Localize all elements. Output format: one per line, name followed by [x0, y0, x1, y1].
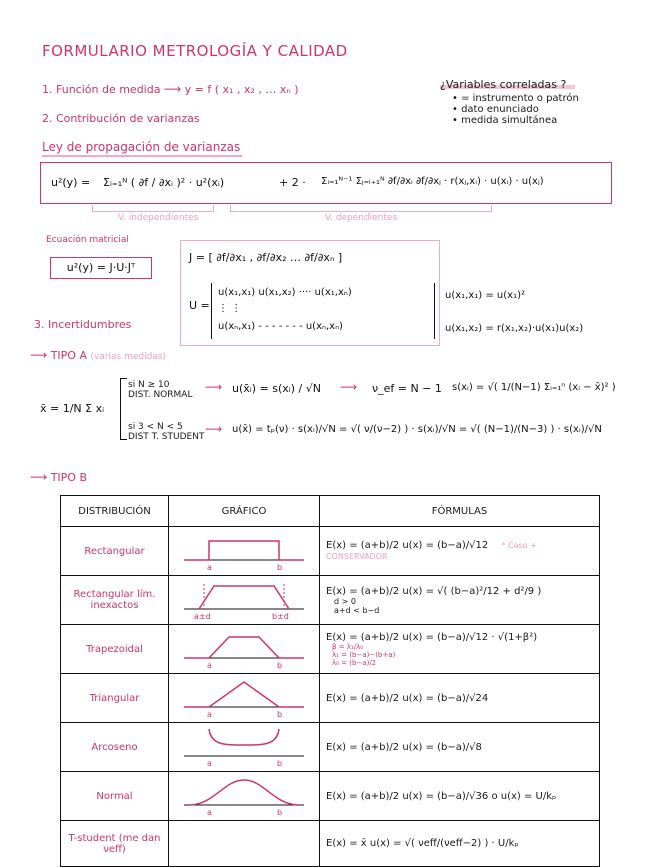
- formula-text: E(x) = (a+b)/2 u(x) = √( (b−a)²/12 + d²/9 ): [326, 585, 542, 597]
- underline: [42, 155, 242, 157]
- item-function: [42, 82, 299, 96]
- graph-label: b: [277, 759, 283, 768]
- arcsine-graph: [169, 723, 319, 768]
- distribution-graph: [169, 576, 320, 625]
- formula-sum-dependent: Σᵢ₌₁ᴺ⁻¹ Σⱼ₌ᵢ₊₁ᴺ ∂f/∂xᵢ ∂f/∂xⱼ · r(xⱼ,xᵢ) · u(xᵢ) · u(xⱼ): [321, 176, 544, 187]
- graph-label: b: [277, 661, 283, 670]
- graph-label: b±d: [272, 612, 289, 621]
- arrow-right-icon: ⟶: [340, 380, 358, 394]
- distribution-formula: [320, 772, 600, 821]
- table-row: [61, 772, 600, 821]
- tipo-a-label: TIPO A: [50, 349, 87, 362]
- case1-s: s(xᵢ) = √( 1/(N−1) Σᵢ₌₁ⁿ (xᵢ − x̄)² ): [452, 382, 616, 393]
- formula-text: E(x) = (a+b)/2 u(x) = (b−a)/√36 o u(x) = U/kₚ: [326, 790, 557, 802]
- table-row: [61, 674, 600, 723]
- u-matrix-brackets: [211, 283, 435, 339]
- formula-lhs: u²(y) =: [51, 176, 91, 189]
- table-row: [61, 723, 600, 772]
- normal-graph: [169, 772, 319, 817]
- table-header: GRÁFICO: [169, 496, 320, 527]
- case1-condition: si N ≥ 10: [128, 380, 170, 390]
- distribution-graph: [169, 821, 320, 867]
- graph-label: a: [207, 563, 212, 572]
- correlated-title: ¿Variables correladas ?: [440, 78, 567, 91]
- brace-dependent: [230, 205, 492, 212]
- item-contribution: [42, 112, 200, 125]
- arrow-right-icon: ⟶: [30, 470, 48, 484]
- formula-plus: + 2 ·: [279, 176, 306, 189]
- matrix-title: Ecuación matricial: [46, 235, 129, 245]
- table-header: DISTRIBUCIÓN: [61, 496, 169, 527]
- brace-independent: [92, 205, 214, 212]
- item-label: Contribución de varianzas: [56, 112, 200, 125]
- graph-label: b: [277, 710, 283, 719]
- brace-label-dependent: V. dependientes: [325, 213, 398, 223]
- u-matrix-row: u(x₁,x₁) u(x₁,x₂) ···· u(x₁,xₙ): [218, 287, 352, 298]
- distribution-graph: [169, 527, 320, 576]
- mean-formula: x̄ = 1/N Σ xᵢ: [40, 402, 105, 415]
- formula-sum-independent: Σᵢ₌₁ᴺ ( ∂f / ∂xᵢ )² · u²(xᵢ): [103, 176, 225, 189]
- formula-text: E(x) = (a+b)/2 u(x) = (b−a)/√8: [326, 741, 482, 753]
- table-row: [61, 625, 600, 674]
- brace-label-independent: V. independientes: [118, 213, 199, 223]
- table-header: FÓRMULAS: [320, 496, 600, 527]
- case2-condition: si 3 < N < 5: [128, 422, 183, 432]
- table-header-row: [61, 496, 600, 527]
- section-number: 3.: [34, 318, 45, 331]
- main-formula-box: [40, 162, 612, 204]
- arrow-right-icon: ⟶: [205, 422, 223, 436]
- tipo-b-label: TIPO B: [50, 471, 88, 484]
- tipo-b-header: [30, 470, 87, 484]
- case1-cond: [128, 380, 192, 400]
- formula-text: E(x) = (a+b)/2 u(x) = (b−a)/√24: [326, 692, 489, 704]
- u-matrix-row: ⋮ ⋮: [218, 303, 242, 314]
- graph-label: a: [207, 710, 212, 719]
- table-row: [61, 821, 600, 867]
- graph-label: a: [207, 661, 212, 670]
- distribution-name: Arcoseno: [61, 723, 169, 772]
- graph-label: a: [207, 759, 212, 768]
- triangular-graph: [169, 674, 319, 719]
- graph-label: a±d: [194, 612, 211, 621]
- u-side-note: u(x₁,x₁) = u(x₁)²: [445, 290, 525, 301]
- formula-text: E(x) = x̄ u(x) = √( νeff/(νeff−2) ) · U/kₚ: [326, 838, 519, 849]
- section-label: Incertidumbres: [48, 318, 132, 331]
- formula-note: β = λ₁/λ₀ λ₁ = (b−a)−(b+a) λ₀ = (b−a)/2: [332, 642, 396, 667]
- table-row: [61, 576, 600, 625]
- distribution-table: [60, 495, 600, 867]
- distribution-formula: [320, 821, 600, 867]
- case2-distribution: DIST T. STUDENT: [128, 432, 205, 442]
- jacobian: J = [ ∂f/∂x₁ , ∂f/∂x₂ … ∂f/∂xₙ ]: [189, 251, 343, 264]
- distribution-name: Triangular: [61, 674, 169, 723]
- case-brace: [120, 378, 127, 440]
- distribution-formula: [320, 674, 600, 723]
- item-number: 2.: [42, 112, 53, 125]
- distribution-formula: [320, 576, 600, 625]
- distribution-name: T-student (me dan νeff): [61, 821, 169, 867]
- distribution-graph: [169, 772, 320, 821]
- distribution-formula: [320, 625, 600, 674]
- page-title: FORMULARIO METROLOGÍA Y CALIDAD: [42, 42, 348, 60]
- distribution-name: Normal: [61, 772, 169, 821]
- case1-nu: ν_ef = N − 1: [372, 382, 442, 395]
- graph-label: a: [207, 808, 212, 817]
- formula-note: d > 0 a+d < b−d: [334, 596, 380, 615]
- matrix-block: [180, 240, 440, 346]
- graph-label: b: [277, 808, 283, 817]
- formula-note: * Caso + CONSERVADOR: [326, 541, 537, 561]
- formula-text: E(x) = (a+b)/2 u(x) = (b−a)/√12 · √(1+β²): [326, 631, 538, 643]
- rectangular-inexact-graph: [169, 576, 319, 621]
- u-side-note: u(x₁,x₂) = r(x₁,x₂)·u(x₁)u(x₂): [445, 323, 584, 334]
- correlated-bullet: dato enunciado: [461, 104, 539, 115]
- case1-distribution: DIST. NORMAL: [128, 390, 193, 400]
- distribution-formula: [320, 527, 600, 576]
- distribution-graph: [169, 674, 320, 723]
- formula-text: E(x) = (a+b)/2 u(x) = (b−a)/√12: [326, 540, 489, 551]
- correlated-bullet: = instrumento o patrón: [461, 93, 579, 104]
- graph-label: b: [277, 563, 283, 572]
- arrow-right-icon: ⟶: [30, 348, 48, 362]
- propagation-title: Ley de propagación de varianzas: [42, 140, 241, 154]
- correlated-notes: ¿Variables correladas ? • = instrumento o patrón • dato enunciado • medida simultánea: [440, 78, 590, 126]
- arrow-right-icon: ⟶: [205, 380, 223, 394]
- matrix-formula-box: u²(y) = J·U·Jᵀ: [50, 257, 152, 279]
- distribution-formula: [320, 723, 600, 772]
- case1-formula: u(x̄ᵢ) = s(xᵢ) / √N: [232, 382, 321, 395]
- trapezoidal-graph: [169, 625, 319, 670]
- tipo-a-header: [30, 348, 166, 362]
- u-matrix-row: u(xₙ,x₁) - - - - - - - u(xₙ,xₙ): [218, 321, 343, 332]
- item-formula: y = f ( x₁ , x₂ , … xₙ ): [184, 83, 299, 96]
- distribution-name: Trapezoidal: [61, 625, 169, 674]
- item-number: 1.: [42, 83, 53, 96]
- case2-formula: u(x̄) = tₚ(ν) · s(xᵢ)/√N = √( ν/(ν−2) ) · s(xᵢ)/√N = √( (N−1)/(N−3) ) · s(xᵢ)/√N: [232, 424, 602, 435]
- case2-cond: [128, 422, 204, 442]
- distribution-graph: [169, 723, 320, 772]
- section-uncertainties: [34, 318, 131, 331]
- distribution-name: Rectangular: [61, 527, 169, 576]
- u-matrix-lhs: U =: [189, 299, 210, 312]
- rectangular-graph: [169, 527, 319, 572]
- distribution-graph: [169, 625, 320, 674]
- tipo-a-note: (varias medidas): [90, 352, 167, 362]
- distribution-name: Rectangular lím. inexactos: [61, 576, 169, 625]
- correlated-bullet: medida simultánea: [461, 115, 558, 126]
- arrow-right-icon: ⟶: [163, 82, 182, 96]
- table-row: [61, 527, 600, 576]
- item-label: Función de medida: [56, 83, 161, 96]
